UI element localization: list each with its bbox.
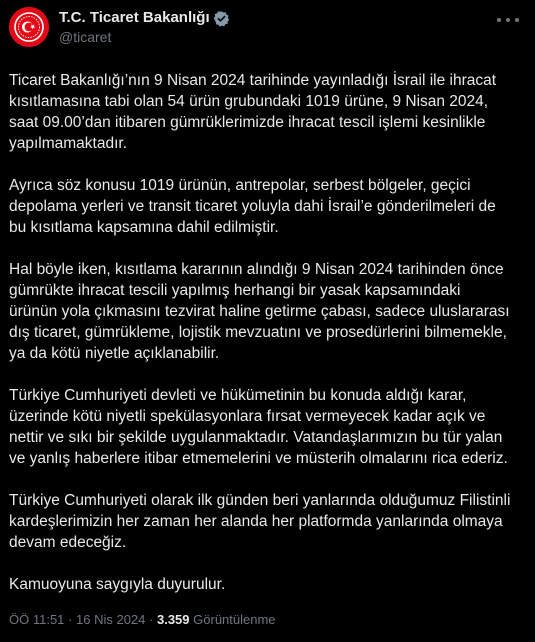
tweet-paragraph-2: Ayrıca söz konusu 1019 ürünün, antrepolar, serbest bölgeler, geçici depolama yerleri ve transit ticaret yoluyla dahi İsrail’e gönderilmeleri de bu kısıtlama kapsamına dahil edilmiştir. — [9, 177, 496, 236]
verified-badge-icon — [213, 10, 230, 27]
tweet-paragraph-1: Ticaret Bakanlığı’nın 9 Nisan 2024 tarihinde yayınladığı İsrail ile ihracat kısıtlamasına tabi olan 54 ürün grubundaki 1019 ürüne, 9 Nisan 2024, saat 09.00’dan itibaren gümrüklerimizde ihracat tescil işlemi kesinlikle yapılmamaktadır. — [9, 72, 497, 152]
tweet-text — [9, 70, 514, 595]
tweet-paragraph-3: Hal böyle iken, kısıtlama kararının alındığı 9 Nisan 2024 tarihinden önce gümrükte ihracat tescili yapılmış herhangi bir yasak kapsamındaki ürünün yola çıkmasını tezvirat haline getirme çabası, sadece uluslararası dış ticaret, gümrükleme, lojistik mevzuatını ve prosedürlerini bilmemekle, ya da kötü niyetle açıklanabilir. — [9, 261, 510, 362]
account-names — [59, 9, 230, 46]
meta-separator: · — [68, 612, 73, 627]
tweet-time[interactable]: ÖÖ 11:51 — [9, 612, 65, 627]
ministry-emblem-icon — [9, 7, 49, 47]
account-handle[interactable]: @ticaret — [59, 29, 112, 45]
more-options-icon[interactable] — [497, 14, 519, 26]
tweet-meta — [9, 612, 276, 627]
name-row — [59, 9, 230, 27]
views-label: Görüntülenme — [193, 612, 276, 627]
tweet-paragraph-6: Kamuoyuna saygıyla duyurulur. — [9, 576, 226, 593]
views-count: 3.359 — [156, 612, 190, 627]
tweet-date[interactable]: 16 Nis 2024 — [76, 612, 146, 627]
meta-separator: · — [149, 612, 154, 627]
tweet-paragraph-4: Türkiye Cumhuriyeti devleti ve hükümetinin bu konuda aldığı karar, üzerinde kötü niyetli spekülasyonlara fırsat vermeyecek kadar açık ve nettir ve sıkı bir şekilde uygulanmaktadır. Vatandaşlarımızın bu tür yalan ve yanlış haberlere itibar etmemelerini ve müsterih olmalarını rica ederiz. — [9, 387, 508, 467]
tweet-header — [9, 6, 519, 56]
display-name[interactable]: T.C. Ticaret Bakanlığı — [59, 9, 210, 26]
tweet-paragraph-5: Türkiye Cumhuriyeti olarak ilk günden beri yanlarında olduğumuz Filistinli kardeşlerimizin her zaman her alanda her platformda yanlarında olmaya devam edeceğiz. — [9, 492, 511, 551]
avatar[interactable] — [9, 7, 49, 47]
